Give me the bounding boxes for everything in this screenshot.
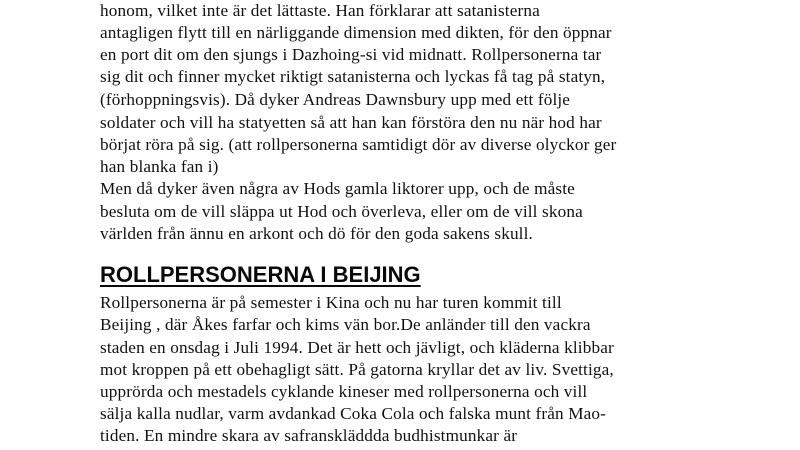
body-text-line: världen från ännu en arkont och dö för den goda sakens skull. <box>100 224 533 243</box>
body-text-line: sig dit och finner mycket riktigt satanisterna och lyckas få tag på statyn, <box>100 67 606 86</box>
body-text-line: soldater och vill ha statyetten så att han kan förstöra den nu när hod har <box>100 113 602 132</box>
body-text-line: staden en onsdag i Juli 1994. Det är hett och jävligt, och kläderna klibbar <box>100 338 614 357</box>
section-heading: ROLLPERSONERNA I BEIJING <box>100 262 421 287</box>
body-text-line: upprörda och mestadels cyklande kineser med rollpersonerna och vill <box>100 382 588 401</box>
body-text-line: tiden. En mindre skara av safranskläddda budhistmunkar är <box>100 426 518 445</box>
body-text-line: en port dit om den sjungs i Dazhoing-si vid midnatt. Rollpersonerna tar <box>100 45 602 64</box>
body-text-line: sälja kalla nudlar, varm avdankad Coka Cola och falska munt från Mao- <box>100 404 607 423</box>
body-text-line: börjat röra på sig. (att rollpersonerna samtidigt dör av diverse olyckor ger <box>100 135 617 154</box>
body-text-line: Rollpersonerna är på semester i Kina och nu har turen kommit till <box>100 293 562 312</box>
body-text-line: han blanka fan i) <box>100 157 219 176</box>
body-text-line: mot kroppen på ett obehagligt sätt. På gatorna kryllar det av liv. Svettiga, <box>100 360 614 379</box>
body-text-line: (förhoppningsvis). Då dyker Andreas Dawnsbury upp med ett följe <box>100 90 571 109</box>
body-text-line: honom, vilket inte är det lättaste. Han förklarar att satanisterna <box>100 1 540 20</box>
body-text-line: Men då dyker även några av Hods gamla liktorer upp, och de måste <box>100 179 575 198</box>
body-text-line: Beijing , där Åkes farfar och kims vän bor.De anländer till den vackra <box>100 315 591 334</box>
body-text-line: antagligen flytt till en närliggande dimension med dikten, för den öppnar <box>100 23 612 42</box>
body-text-line: besluta om de vill släppa ut Hod och överleva, eller om de vill skona <box>100 202 583 221</box>
